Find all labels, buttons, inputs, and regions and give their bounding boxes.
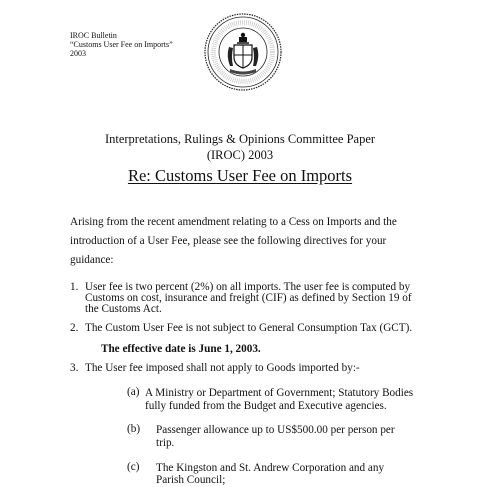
subitem-a-line-2: fully funded from the Budget and Executive agencies. bbox=[145, 400, 387, 412]
item-2-line-1: The Custom User Fee is not subject to General Consumption Tax (GCT). bbox=[85, 322, 413, 334]
bulletin-header bbox=[70, 31, 173, 58]
item-1-line-3: the Customs Act. bbox=[85, 303, 162, 315]
subitem-b-line-1: Passenger allowance up to US$500.00 per person per bbox=[156, 424, 395, 436]
item-1-line-1: User fee is two percent (2%) on all imports. The user fee is computed by bbox=[85, 281, 411, 293]
subitem-b-line-2: trip. bbox=[156, 437, 175, 449]
bulletin-title: IROC Bulletin bbox=[70, 31, 117, 40]
subitem-a-label: (a) bbox=[127, 386, 140, 398]
item-3-number: 3. bbox=[70, 362, 79, 374]
effective-date: The effective date is June 1, 2003. bbox=[101, 343, 261, 355]
subitem-a-line-1: A Ministry or Department of Government; Statutory Bodies bbox=[145, 387, 414, 399]
intro-line-1: Arising from the recent amendment relating to a Cess on Imports and the bbox=[70, 216, 397, 228]
subitem-c-label: (c) bbox=[127, 461, 140, 473]
item-2-number: 2. bbox=[70, 322, 79, 334]
subitem-c-line-2: Parish Council; bbox=[156, 474, 226, 486]
subitem-b-label: (b) bbox=[127, 423, 141, 435]
subject-heading bbox=[0, 166, 480, 186]
bulletin-year: 2003 bbox=[70, 49, 86, 58]
committee-title-line1: Interpretations, Rulings & Opinions Committee Paper bbox=[104, 132, 376, 146]
committee-title-line2: (IROC) 2003 bbox=[206, 148, 274, 162]
intro-line-3: guidance: bbox=[70, 254, 114, 266]
subject-text: Re: Customs User Fee on Imports bbox=[127, 166, 353, 185]
bulletin-subject: “Customs User Fee on Imports” bbox=[70, 40, 173, 49]
jamaica-coat-of-arms-seal-icon bbox=[203, 12, 283, 92]
subitem-c-line-1: The Kingston and St. Andrew Corporation and any bbox=[156, 462, 385, 474]
item-1-line-2: Customs on cost, insurance and freight (CIF) as defined by Section 19 of bbox=[85, 292, 412, 304]
item-3-line-1: The User fee imposed shall not apply to Goods imported by:- bbox=[85, 362, 360, 374]
intro-line-2: introduction of a User Fee, please see the following directives for your bbox=[70, 235, 387, 247]
item-1-number: 1. bbox=[70, 281, 79, 293]
